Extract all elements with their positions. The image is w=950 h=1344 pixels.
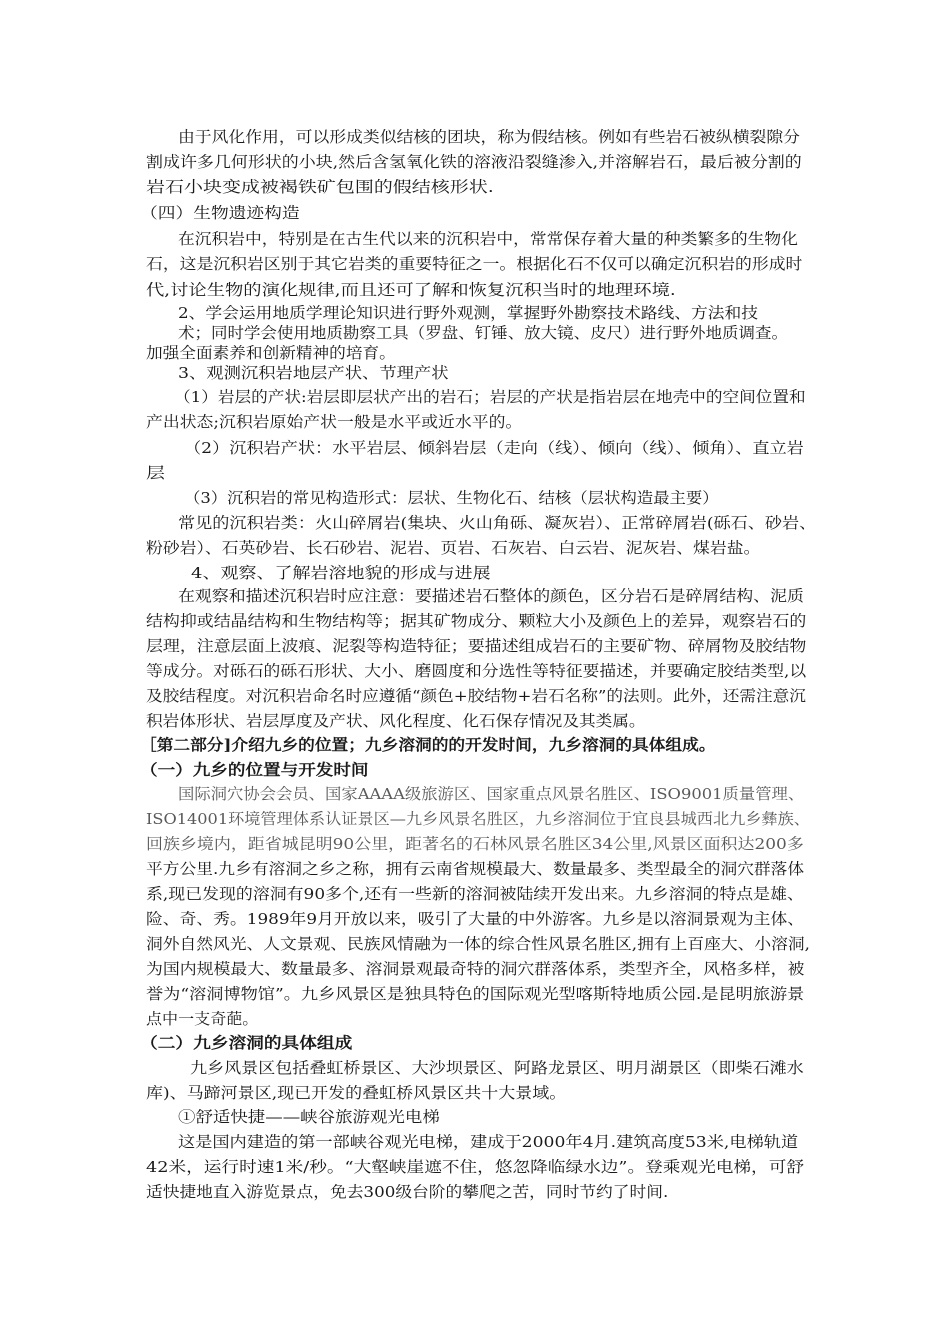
text-line: 险、奇、秀。1989年9月开放以来，吸引了大量的中外游客。九乡是以溶洞景观为主体、 [146, 910, 805, 928]
text-line: 九乡风景区包括叠虹桥景区、大沙坝景区、阿路龙景区、明月湖景区（即柴石滩水 [190, 1059, 804, 1077]
part-heading: ［第二部分]介绍九乡的位置；九乡溶洞的的开发时间，九乡溶洞的具体组成。 [140, 736, 716, 754]
text-line: （3）沉积岩的常见构造形式：层状、生物化石、结核（层状构造最主要） [184, 489, 719, 507]
text-line: ISO14001环境管理体系认证景区—九乡风景名胜区，九乡溶洞位于宜良县城西北九乡彝族、 [146, 810, 810, 828]
text-line: 层理，注意层面上波痕、泥裂等构造特征；要描述组成岩石的主要矿物、碎屑物及胶结物 [146, 637, 807, 655]
text-line: 点中一支奇葩。 [146, 1010, 259, 1028]
text-line: 粉砂岩）、石英砂岩、长石砂岩、泥岩、页岩、石灰岩、白云岩、泥灰岩、煤岩盐。 [146, 539, 761, 557]
text-line: 回族乡境内，距省城昆明90公里，距著名的石林风景名胜区34公里,风景区面积达200多 [146, 835, 804, 853]
text-line: 誉为“溶洞博物馆”。九乡风景区是独具特色的国际观光型喀斯特地质公园.是昆明旅游景 [146, 985, 805, 1003]
text-line: 术；同时学会使用地质勘察工具（罗盘、钉锤、放大镜、皮尺）进行野外地质调查。 [178, 324, 788, 342]
text-line: 洞外自然风光、人文景观、民族风情融为一体的综合性风景名胜区,拥有上百座大、小溶洞, [146, 935, 810, 953]
text-line: 由于风化作用，可以形成类似结核的团块，称为假结核。例如有些岩石被纵横裂隙分 [178, 128, 800, 146]
text-line: （2）沉积岩产状：水平岩层、倾斜岩层（走向（线）、倾向（线）、倾角）、直立岩 [184, 439, 804, 457]
text-line: 常见的沉积岩类：火山碎屑岩(集块、火山角砾、凝灰岩）、正常碎屑岩(砾石、砂岩、 [178, 514, 817, 532]
text-line: 积岩体形状、岩层厚度及产状、风化程度、化石保存情况及其类属。 [146, 712, 646, 730]
text-line: 在沉积岩中，特别是在古生代以来的沉积岩中，常常保存着大量的种类繁多的生物化 [178, 230, 798, 248]
text-line: 在观察和描述沉积岩时应注意：要描述岩石整体的颜色，区分岩石是碎屑结构、泥质 [178, 587, 804, 605]
text-line: 结构抑或结晶结构和生物结构等；据其矿物成分、颗粒大小及颜色上的差异，观察岩石的 [146, 612, 807, 630]
text-line: 割成许多几何形状的小块,然后含氢氧化铁的溶液沿裂缝渗入,并溶解岩石，最后被分割的 [146, 153, 802, 171]
text-line: 产出状态;沉积岩原始产状一般是水平或近水平的。 [146, 413, 523, 431]
text-line: 石，这是沉积岩区别于其它岩类的重要特征之一。根据化石不仅可以确定沉积岩的形成时 [146, 255, 803, 273]
text-line: 岩石小块变成被褐铁矿包围的假结核形状. [146, 178, 494, 196]
text-line: 4、观察、了解岩溶地貌的形成与进展 [191, 564, 491, 582]
text-line: 系,现已发现的溶洞有90多个,还有一些新的溶洞被陆续开发出来。九乡溶洞的特点是雄、 [146, 885, 804, 903]
section-heading: （二）九乡溶洞的具体组成 [140, 1034, 353, 1052]
text-line: 这是国内建造的第一部峡谷观光电梯，建成于2000年4月.建筑高度53米,电梯轨道 [178, 1133, 799, 1151]
text-line: 42米，运行时速1米/秒。“大壑峡崖遮不住，悠忽降临绿水边”。登乘观光电梯，可舒 [146, 1158, 805, 1176]
text-line: 国际洞穴协会会员、国家AAAA级旅游区、国家重点风景名胜区、ISO9001质量管理、 [178, 785, 805, 803]
section-heading: （一）九乡的位置与开发时间 [140, 761, 369, 779]
text-line: 等成分。对砾石的砾石形状、大小、磨圆度和分选性等特征要描述，并要确定胶结类型,以 [146, 662, 807, 680]
text-line: （1）岩层的产状:岩层即层状产出的岩石；岩层的产状是指岩层在地壳中的空间位置和 [174, 388, 806, 406]
text-line: ①舒适快捷——峡谷旅游观光电梯 [178, 1108, 440, 1126]
text-line: 库)、马蹄河景区,现已开发的叠虹桥风景区共十大景域。 [146, 1084, 567, 1102]
text-line: 加强全面素养和创新精神的培育。 [146, 344, 396, 362]
text-line: 代,讨论生物的演化规律,而且还可了解和恢复沉积当时的地理环境. [146, 281, 676, 299]
section-heading: （四）生物遗迹构造 [140, 204, 300, 222]
text-line: 适快捷地直入游览景点，免去300级台阶的攀爬之苦，同时节约了时间. [146, 1183, 669, 1201]
text-line: 层 [146, 464, 165, 482]
text-line: 3、观测沉积岩地层产状、节理产状 [178, 364, 449, 382]
text-line: 平方公里.九乡有溶洞之乡之称，拥有云南省规模最大、数量最多、类型最全的洞穴群落体 [146, 860, 805, 878]
text-line: 为国内规模最大、数量最多、溶洞景观最奇特的洞穴群落体系，类型齐全，风格多样，被 [146, 960, 805, 978]
text-line: 2、学会运用地质学理论知识进行野外观测，掌握野外勘察技术路线、方法和技 [178, 304, 759, 322]
text-line: 及胶结程度。对沉积岩命名时应遵循“颜色+胶结物+岩石名称”的法则。此外，还需注意沉 [146, 687, 806, 705]
